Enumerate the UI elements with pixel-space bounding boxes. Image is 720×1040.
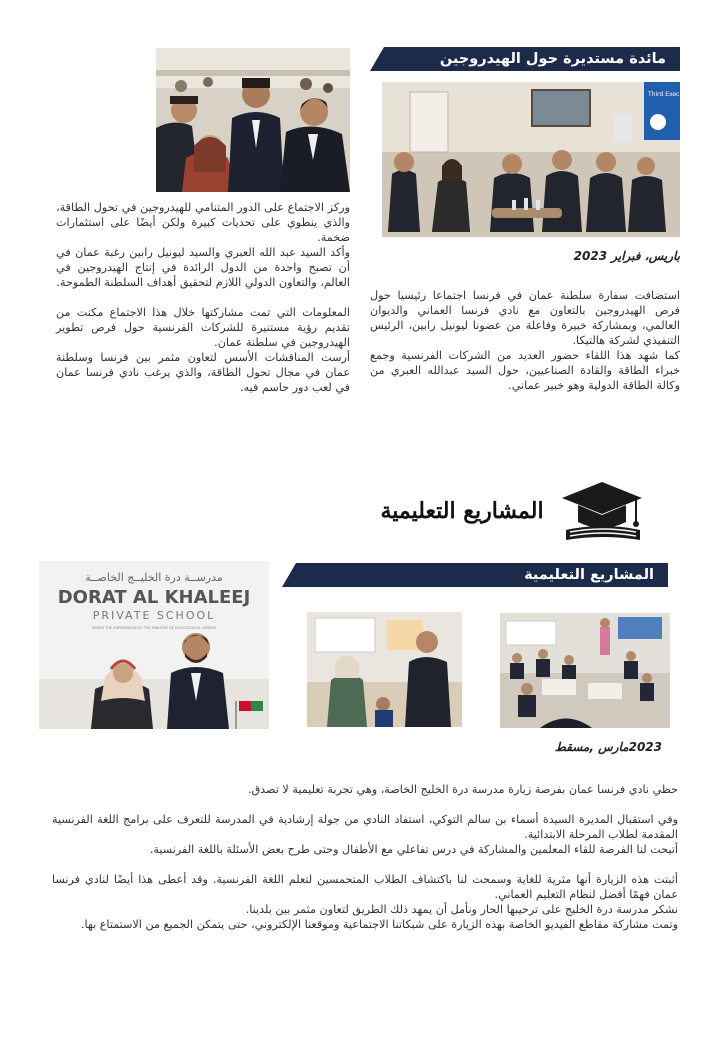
networking-photo-art xyxy=(156,48,350,192)
classroom-photo-1-art xyxy=(307,612,462,727)
hydrogen-left-p2: وأكد السيد عبد الله العبري والسيد ليونيل رابين رغبة عمان في أن تصبح واحدة من الدول الرائدة في إنتاج الهيدروجين في العالم، والتعاون الدولي اللازم لتحقيق أهداف السلطنة الطموحة. xyxy=(56,246,350,289)
education-p4: أثبتت هذه الزيارة أنها مثرية للغاية وسمحت لنا باكتشاف الطلاب المتحمسين لتعلم اللغة الفرنسية. وقد أعطى هذا أيضًا لنادي فرنسا عمان فهمًا أفضل لنظام التعليم العماني. xyxy=(52,873,678,901)
hydrogen-right-p2: كما شهد هذا اللقاء حضور العديد من الشركات الفرنسية وجمع خبراء الطاقة والقادة الصناعيين، حول السيد عبدالله العبري من وكالة الطاقة الدولية وهو خبير عماني. xyxy=(370,349,680,392)
paragraph-gap xyxy=(52,797,678,812)
networking-photo xyxy=(156,48,350,192)
education-p6: وتمت مشاركة مقاطع الفيديو الخاصة بهذه الزيارة على شبكاتنا الاجتماعية وموقعنا الإلكتروني، حتى يتمكن الجميع من الاستمتاع بها. xyxy=(80,918,678,931)
school-sign-line2: PRIVATE SCHOOL xyxy=(92,609,216,622)
school-sign-photo xyxy=(39,561,269,729)
school-sign-small: UNDER THE SUPERVISION OF THE MINISTRY OF EDUCATION AL AMERAT xyxy=(91,626,217,630)
education-section-title: المشاريع التعليمية xyxy=(380,498,544,524)
hydrogen-right-p1: استضافت سفارة سلطنة عمان في فرنسا اجتماعا رئيسيا حول فرص الهيدروجين بالتعاون مع نادي فرنسا العماني والديوان العالمي، وبمشاركة خبيرة وفاعلة من عضونا ليونيل رابين، الرئيس التنفيذي لشركة هالتيكا. xyxy=(370,289,680,347)
hydrogen-left-p1: وركز الاجتماع على الدور المتنامي للهيدروجين في تحول الطاقة، والذي ينطوي على تحديات كبيرة ولكن أيضًا على استثمارات ضخمة. xyxy=(56,201,350,244)
hydrogen-banner-title: مائدة مستديرة حول الهيدروجين xyxy=(439,51,666,67)
roundtable-screen-text: Third Exec Roundtable xyxy=(648,91,716,98)
hydrogen-right-text xyxy=(370,288,680,393)
banner-notch xyxy=(282,563,296,587)
classroom-photo-1 xyxy=(307,612,462,727)
graduation-cap-art xyxy=(560,478,644,548)
school-sign-art xyxy=(39,561,269,729)
school-sign-arabic: مدرســة درة الخليــج الخاصــة xyxy=(85,571,223,584)
education-p5: نشكر مدرسة درة الخليج على ترحيبها الحار ونأمل أن يمهد ذلك الطريق لتعاون مثمر بين بلدينا. xyxy=(245,903,678,916)
paragraph-gap xyxy=(52,857,678,872)
education-banner-title: المشاريع التعليمية xyxy=(524,567,654,583)
school-sign-line1: DORAT AL KHALEEJ xyxy=(57,587,251,608)
classroom-photo-2-art xyxy=(500,613,670,728)
roundtable-photo xyxy=(382,82,716,237)
education-p2: وفي استقبال المديرة السيدة أسماء بن سالم التوكي، استفاد النادي من جولة إرشادية في المدرسة للتعرف على برامج اللغة الفرنسية المقدمة لطلاب المرحلة الابتدائية. xyxy=(52,813,678,841)
hydrogen-left-p4: أرست المناقشات الأسس لتعاون مثمر بين فرنسا وسلطنة عمان في مجال تحول الطاقة، والذي يرغب نادي فرنسا عمان في لعب دور حاسم فيه. xyxy=(56,351,350,394)
education-text xyxy=(52,782,678,932)
roundtable-photo-art xyxy=(382,82,716,237)
graduation-cap-icon xyxy=(560,478,644,548)
education-caption: 2023مارس ,مسقط xyxy=(554,740,662,754)
hydrogen-caption: باريس، فبراير 2023 xyxy=(573,249,680,263)
hydrogen-left-p3: المعلومات التي تمت مشاركتها خلال هذا الاجتماع مكنت من تقديم رؤية مستنيرة للشركات الفرنسية حول فرص تطوير الهيدروجين في سلطنة عمان. xyxy=(56,306,350,349)
hydrogen-banner xyxy=(370,47,680,71)
education-banner xyxy=(282,563,668,587)
paragraph-gap xyxy=(56,290,350,305)
education-p3: أتيحت لنا الفرصة للقاء المعلمين والمشاركة في درس تفاعلي مع الأطفال وحتى طرح بعض الأسئلة باللغة الفرنسية. xyxy=(149,843,678,856)
banner-notch xyxy=(370,47,384,71)
hydrogen-left-text xyxy=(56,200,350,395)
education-p1: حظي نادي فرنسا عمان بفرصة زيارة مدرسة درة الخليج الخاصة، وهي تجربة تعليمية لا تصدق. xyxy=(247,783,678,796)
classroom-photo-2 xyxy=(500,613,670,728)
